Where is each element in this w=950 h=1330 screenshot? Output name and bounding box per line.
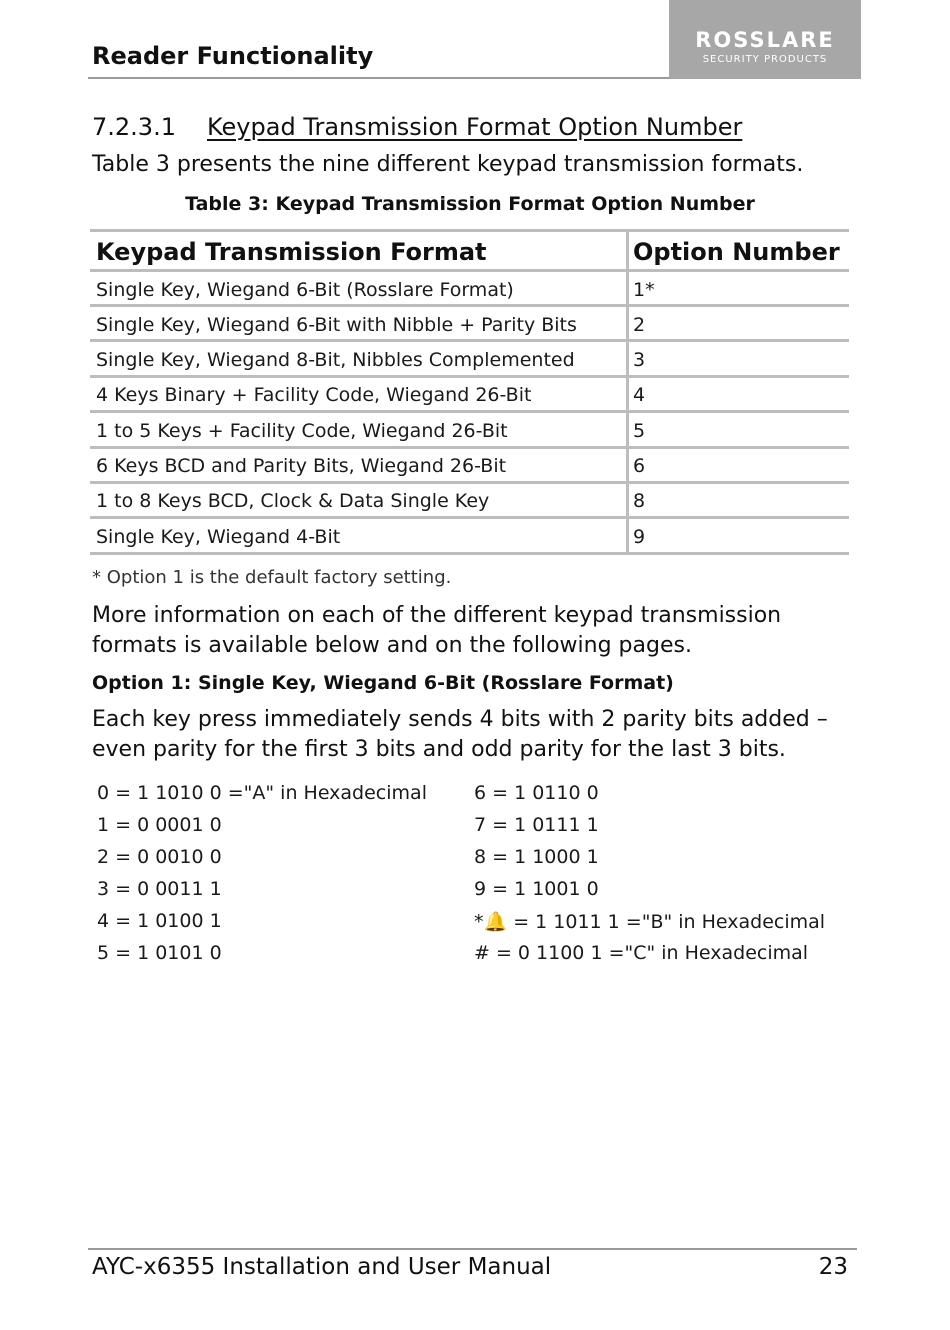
- option1-heading: Option 1: Single Key, Wiegand 6-Bit (Rosslare Format): [92, 672, 674, 694]
- code-line: 4 = 1 0100 1: [97, 910, 222, 932]
- footer-manual-title: AYC-x6355 Installation and User Manual: [92, 1254, 552, 1280]
- table-footnote: * Option 1 is the default factory setting.: [92, 567, 452, 588]
- table-cell-option: 4: [633, 384, 646, 406]
- table-row-rule: [90, 516, 849, 519]
- code-line: 5 = 1 0101 0: [97, 942, 222, 964]
- more-info-paragraph: More information on each of the different keypad transmission formats is available below and on the following pages.: [92, 603, 782, 658]
- section-intro: Table 3 presents the nine different keypad transmission formats.: [92, 152, 804, 177]
- table-cell-option: 6: [633, 455, 646, 477]
- table-cell-format: Single Key, Wiegand 6-Bit (Rosslare Format): [96, 279, 514, 301]
- table-cell-format: Single Key, Wiegand 8-Bit, Nibbles Complemented: [96, 349, 575, 371]
- table-cell-format: 6 Keys BCD and Parity Bits, Wiegand 26-Bit: [96, 455, 507, 477]
- code-line: 9 = 1 1001 0: [474, 878, 599, 900]
- table-cell-option: 1*: [633, 279, 655, 301]
- table-cell-option: 9: [633, 526, 646, 548]
- section-title: Keypad Transmission Format Option Number: [207, 113, 743, 141]
- table-cell-format: 1 to 8 Keys BCD, Clock & Data Single Key: [96, 490, 490, 512]
- code-line: # = 0 1100 1 ="C" in Hexadecimal: [474, 942, 809, 964]
- running-header-title: Reader Functionality: [92, 42, 374, 70]
- logo-tagline: SECURITY PRODUCTS: [702, 54, 828, 65]
- logo-wordmark: ROSSLARE: [695, 28, 835, 52]
- table-caption: Table 3: Keypad Transmission Format Option Number: [185, 193, 755, 215]
- table-bottom-rule: [90, 552, 849, 555]
- table-cell-option: 8: [633, 490, 646, 512]
- code-line: 3 = 0 0011 1: [97, 878, 222, 900]
- table-header-format: Keypad Transmission Format: [96, 238, 487, 266]
- rosslare-logo: [669, 0, 861, 79]
- table-cell-option: 5: [633, 420, 646, 442]
- table-cell-format: 4 Keys Binary + Facility Code, Wiegand 26-Bit: [96, 384, 532, 406]
- table-column-divider: [626, 232, 629, 554]
- option1-description: Each key press immediately sends 4 bits with 2 parity bits added – even parity for the first 3 bits and odd parity for the last 3 bits.: [92, 707, 828, 762]
- footer-divider: [88, 1248, 857, 1250]
- code-line: 0 = 1 1010 0 ="A" in Hexadecimal: [97, 782, 427, 804]
- table-cell-option: 3: [633, 349, 646, 371]
- section-number: 7.2.3.1: [92, 113, 176, 141]
- table-row-rule: [90, 375, 849, 378]
- page-number: 23: [818, 1254, 848, 1280]
- code-line: 2 = 0 0010 0: [97, 846, 222, 868]
- table-row-rule: [90, 446, 849, 449]
- table-cell-format: Single Key, Wiegand 6-Bit with Nibble + Parity Bits: [96, 314, 577, 336]
- code-line: *🔔 = 1 1011 1 ="B" in Hexadecimal: [474, 911, 826, 933]
- code-line: 1 = 0 0001 0: [97, 814, 222, 836]
- table-cell-format: Single Key, Wiegand 4-Bit: [96, 526, 341, 548]
- table-row-rule: [90, 269, 849, 272]
- table-top-rule: [90, 229, 849, 232]
- table-row-rule: [90, 481, 849, 484]
- table-row-rule: [90, 339, 849, 342]
- table-row-rule: [90, 304, 849, 307]
- code-line: 7 = 1 0111 1: [474, 814, 599, 836]
- table-cell-option: 2: [633, 314, 646, 336]
- table-cell-format: 1 to 5 Keys + Facility Code, Wiegand 26-Bit: [96, 420, 508, 442]
- code-line: 6 = 1 0110 0: [474, 782, 599, 804]
- code-line: 8 = 1 1000 1: [474, 846, 599, 868]
- table-header-option: Option Number: [633, 238, 840, 266]
- table-row-rule: [90, 410, 849, 413]
